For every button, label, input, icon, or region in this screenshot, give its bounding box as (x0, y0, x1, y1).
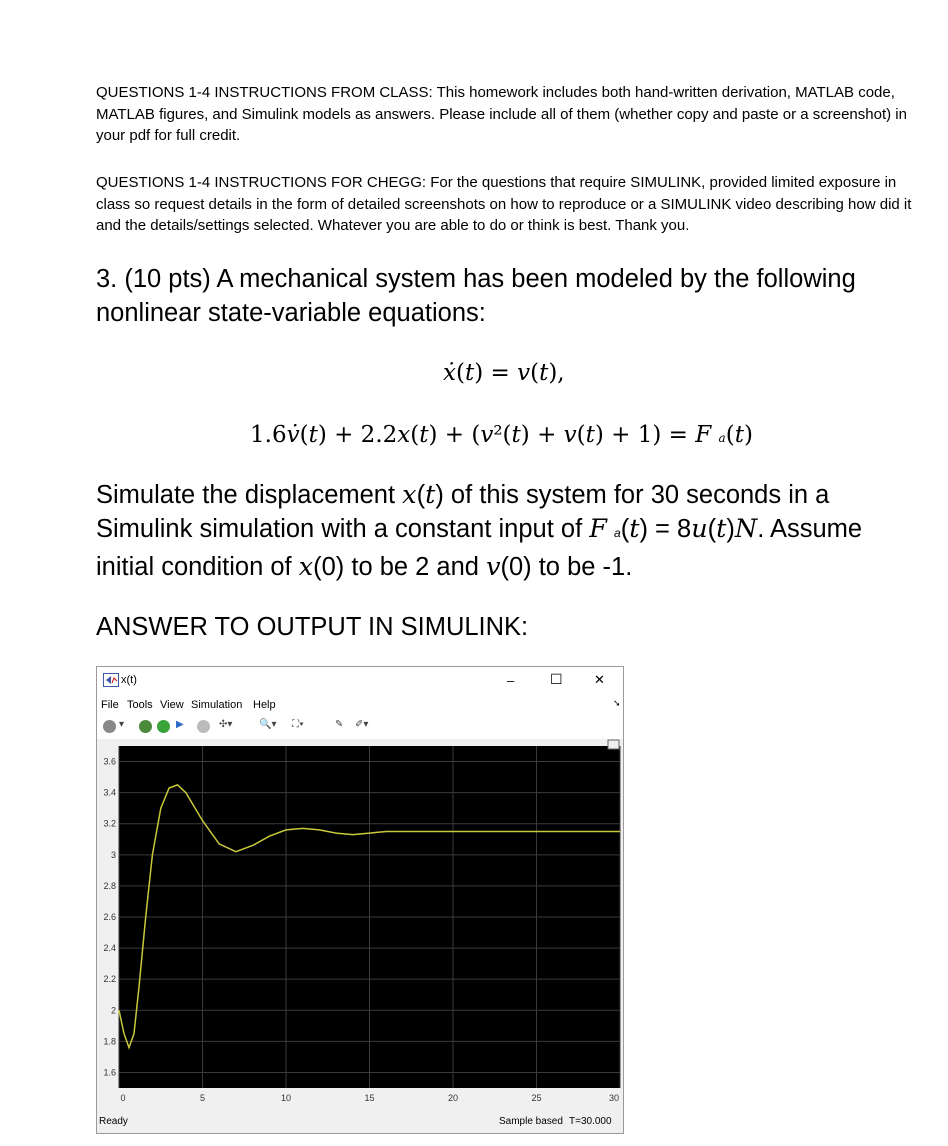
status-time: T=30.000 (569, 1116, 612, 1127)
equation-2: 1.6v̇(t) + 2.2x(t) + (v²(t) + v(t) + 1) = F a(t) (250, 422, 753, 448)
dropdown-arrow-icon[interactable]: ▾ (119, 719, 125, 730)
y-tick-label: 3 (110, 849, 116, 860)
edit-icon[interactable]: ✐▾ (355, 719, 369, 730)
step-back-icon[interactable] (139, 720, 152, 733)
menu-tools[interactable]: Tools (127, 699, 153, 711)
zoom-icon[interactable]: 🔍▾ (259, 719, 277, 730)
y-tick-label: 3.4 (103, 787, 116, 798)
scope-icon (103, 673, 119, 687)
step-forward-icon[interactable]: ▶ (176, 719, 184, 730)
y-tick-label: 2.6 (103, 912, 116, 922)
y-tick-label: 2 (110, 1005, 116, 1016)
equation-1: ẋ(t) = v(t), (443, 360, 565, 386)
instructions-chegg: QUESTIONS 1-4 INSTRUCTIONS FOR CHEGG: For the questions that require SIMULINK, provided limited exposure in class so request details in the form of detailed screenshots on how to reproduce or a SIMULINK video describing how did it and the details/settings selected. Whatever you are able to do or think is best. Thank you. (96, 174, 912, 234)
close-button[interactable]: ✕ (594, 672, 605, 687)
window-title: x(t) (121, 674, 137, 686)
y-tick-label: 2.4 (103, 943, 116, 954)
x-tick-label: 30 (608, 1093, 620, 1103)
status-bar (97, 1111, 623, 1133)
dock-arrow-icon[interactable]: ➘ (613, 698, 621, 708)
y-tick-label: 2.2 (103, 974, 116, 985)
menu-bar (97, 695, 623, 715)
y-tick-label: 3.6 (103, 756, 116, 767)
minimize-button[interactable]: – (507, 673, 515, 688)
simulate-text: Simulate the displacement x(t) of this system for 30 seconds in a Simulink simulation with a constant input of F a(t) = 8u(t)N. Assume initial condition of x(0) to be 2 and v(0) to be -1. (96, 480, 863, 582)
y-tick-label: 3.2 (103, 818, 116, 829)
highlight-icon[interactable]: ✣▾ (219, 719, 233, 730)
settings-icon[interactable] (103, 720, 116, 733)
toolbar (97, 715, 623, 740)
x-tick-label: 20 (447, 1093, 459, 1103)
x-tick-label: 25 (531, 1093, 542, 1103)
y-tick-label: 2.8 (103, 880, 116, 891)
y-tick-label: 1.6 (103, 1067, 116, 1078)
cursor-icon[interactable]: ✎ (335, 719, 344, 730)
menu-help[interactable]: Help (253, 699, 276, 711)
title-bar (97, 667, 623, 695)
scope-window (96, 666, 624, 1134)
menu-view[interactable]: View (160, 699, 184, 711)
instructions-class: QUESTIONS 1-4 INSTRUCTIONS FROM CLASS: This homework includes both hand-written derivation, MATLAB code, MATLAB figures, and Simulink models as answers. Please include all of them (whether copy and paste or a screenshot) in your pdf for full credit. (96, 84, 907, 144)
x-tick-label: 10 (280, 1093, 292, 1103)
scope-plot (97, 739, 623, 1111)
maximize-button[interactable]: ☐ (550, 671, 563, 687)
expand-icon[interactable] (608, 740, 619, 749)
x-tick-label: 0 (120, 1093, 126, 1103)
answer-heading: ANSWER TO OUTPUT IN SIMULINK: (96, 613, 529, 641)
question-text: 3. (10 pts) A mechanical system has been modeled by the following nonlinear state-variable equations: (96, 265, 856, 327)
menu-simulation[interactable]: Simulation (191, 699, 243, 711)
x-tick-label: 5 (199, 1093, 206, 1103)
y-tick-label: 1.8 (103, 1036, 116, 1047)
stop-icon[interactable] (197, 720, 210, 733)
fit-icon[interactable]: ⛶▾ (292, 719, 304, 730)
status-sample-based: Sample based (499, 1116, 563, 1127)
menu-file[interactable]: File (101, 699, 119, 711)
status-ready: Ready (99, 1116, 128, 1127)
x-tick-label: 15 (364, 1093, 375, 1103)
run-icon[interactable] (157, 720, 170, 733)
